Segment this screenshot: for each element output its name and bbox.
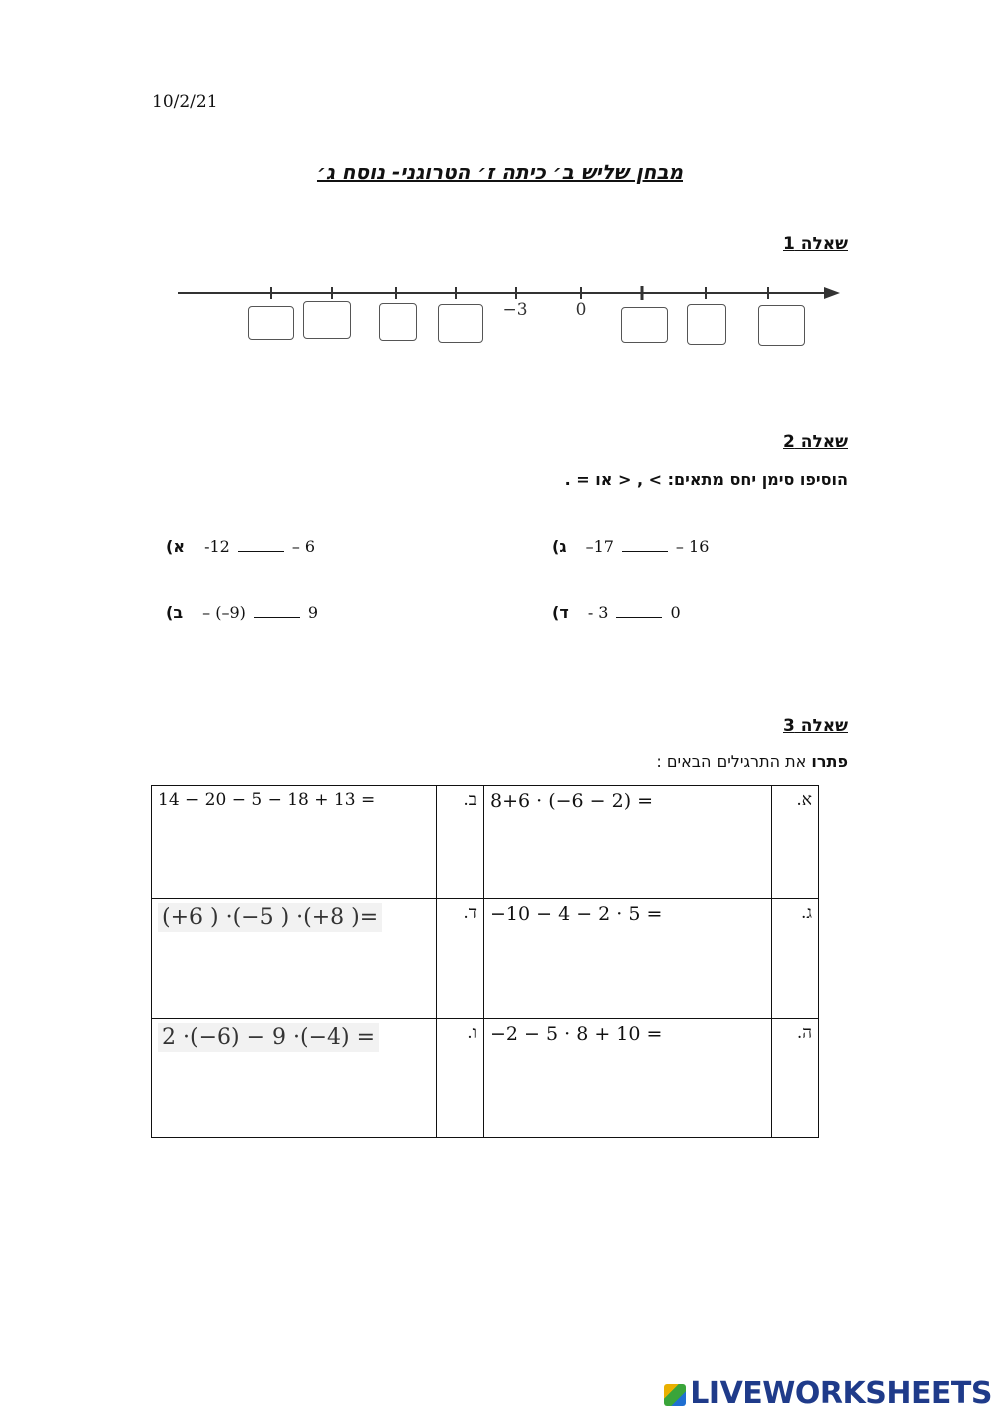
question-3-instruction: פתרו את התרגילים הבאים : xyxy=(656,752,848,771)
answer-box-2[interactable] xyxy=(303,301,351,339)
exercise-letter: ו. xyxy=(437,1019,484,1138)
exercise-cell-e[interactable]: −2 − 5 · 8 + 10 = xyxy=(484,1019,772,1138)
answer-blank[interactable] xyxy=(622,551,668,552)
exercise-letter: ד. xyxy=(437,899,484,1019)
answer-box-7[interactable] xyxy=(758,305,805,346)
date: 10/2/21 xyxy=(152,92,218,112)
comparison-label: ב) xyxy=(166,603,184,622)
exercise-letter: ה. xyxy=(772,1019,819,1138)
exercise-cell-c[interactable]: −10 − 4 − 2 · 5 = xyxy=(484,899,772,1019)
answer-box-3[interactable] xyxy=(379,303,417,341)
comparison-c: ג) –17 – 16 xyxy=(552,537,710,556)
comparison-b: ב) – (–9) 9 xyxy=(166,603,319,622)
answer-box-5[interactable] xyxy=(621,307,668,343)
liveworksheets-logo: LIVEWORKSHEETS xyxy=(664,1376,992,1411)
comparison-a: א) -12 – 6 xyxy=(166,537,316,556)
table-row xyxy=(152,899,819,1019)
page-title: מבחן שליש ב׳ כיתה ז׳ הטרוגני- נוסח ג׳ xyxy=(316,160,683,184)
answer-box-4[interactable] xyxy=(438,304,483,343)
exercise-cell-a[interactable]: 8+6 · (−6 − 2) = xyxy=(484,786,772,899)
logo-mark-icon xyxy=(664,1384,686,1406)
answer-box-6[interactable] xyxy=(687,304,726,345)
comparison-label: ד) xyxy=(552,603,569,622)
exercise-letter: ג. xyxy=(772,899,819,1019)
comparison-label: א) xyxy=(166,537,185,556)
question-1-heading: שאלה 1 xyxy=(783,234,848,254)
question-3-heading: שאלה 3 xyxy=(783,716,848,736)
table-row xyxy=(152,1019,819,1138)
answer-blank[interactable] xyxy=(254,617,300,618)
comparison-d: ד) - 3 0 xyxy=(552,603,681,622)
answer-blank[interactable] xyxy=(616,617,662,618)
exercise-cell-f[interactable]: 2 ·(−6) − 9 ·(−4) = xyxy=(152,1019,437,1138)
question-2-heading: שאלה 2 xyxy=(783,432,848,452)
table-row xyxy=(152,786,819,899)
tick-label-neg3: −3 xyxy=(502,300,528,320)
question-2-instruction: הוסיפו סימן יחס מתאים: > , < או = . xyxy=(564,470,848,489)
answer-blank[interactable] xyxy=(238,551,284,552)
exercise-cell-d[interactable]: (+6 ) ·(−5 ) ·(+8 )= xyxy=(152,899,437,1019)
exercise-letter: א. xyxy=(772,786,819,899)
exercise-table xyxy=(151,785,819,1138)
exercise-letter: ב. xyxy=(437,786,484,899)
arrow-head xyxy=(824,287,840,299)
tick-label-0: 0 xyxy=(575,300,587,320)
exercise-cell-b[interactable]: 14 − 20 − 5 − 18 + 13 = xyxy=(152,786,437,899)
comparison-label: ג) xyxy=(552,537,567,556)
answer-box-1[interactable] xyxy=(248,306,294,340)
